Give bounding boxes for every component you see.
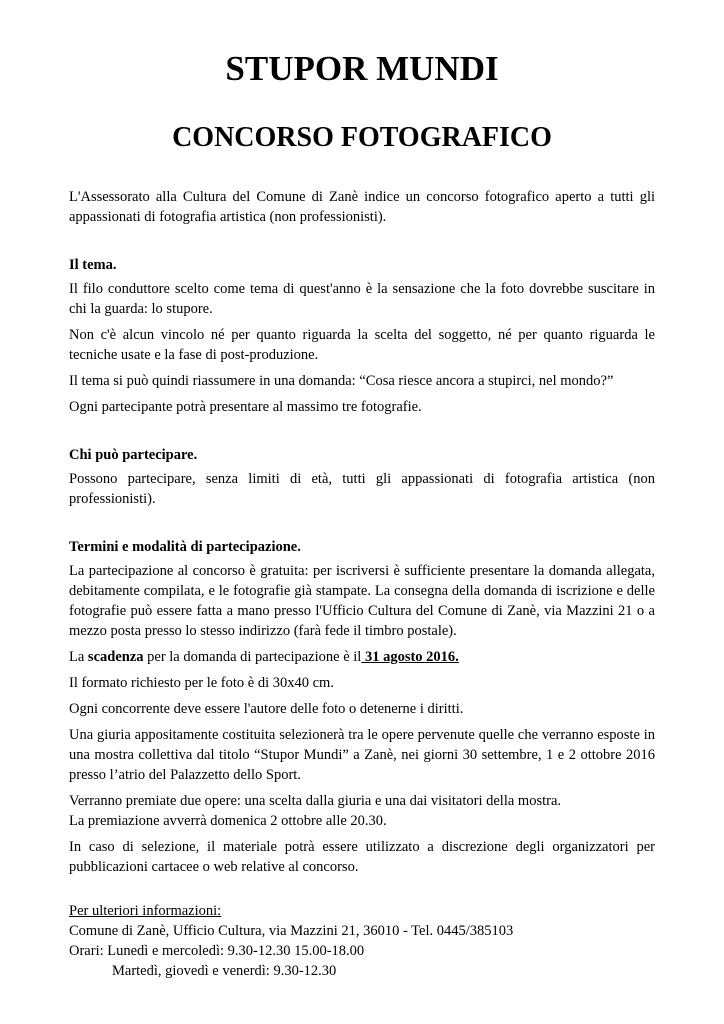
info-hours-2: Martedì, giovedì e venerdì: 9.30-12.30 (112, 963, 337, 979)
document-body (69, 187, 655, 987)
deadline-mid: per la domanda di partecipazione è il (143, 649, 362, 665)
termini-paragraph-author: Ogni concorrente deve essere l'autore delle foto o detenerne i diritti. (69, 701, 464, 717)
info-heading: Per ulteriori informazioni: (69, 903, 222, 919)
tema-paragraph-3: Il tema si può quindi riassumere in una domanda: “Cosa riesce ancora a stupirci, nel mondo?” (69, 373, 614, 389)
deadline-label: scadenza (87, 649, 144, 665)
termini-paragraph-1: La partecipazione al concorso è gratuita: per iscriversi è sufficiente presentare la domanda allegata, debitamente compilata, e le fotografie già stampate. La consegna della domanda di iscrizione e delle fotografie può essere fatta a mano presso l'Ufficio Cultura del Comune di Zanè, via Mazzini 21 o a mezzo posta presso lo stesso indirizzo (farà fede il timbro postale). (69, 563, 655, 639)
document-title: STUPOR MUNDI (225, 49, 499, 88)
spacer (69, 515, 655, 537)
spacer (69, 423, 655, 445)
deadline-date: 31 agosto 2016. (361, 649, 459, 665)
chi-paragraph-1: Possono partecipare, senza limiti di età, tutti gli appassionati di fotografia artistica (non professionisti). (69, 471, 655, 507)
tema-paragraph-2: Non c'è alcun vincolo né per quanto riguarda la scelta del soggetto, né per quanto riguarda le tecniche usate e la fase di post-produzione. (69, 327, 655, 363)
termini-paragraph-prizes (69, 791, 655, 831)
intro-paragraph: L'Assessorato alla Cultura del Comune di Zanè indice un concorso fotografico aperto a tutti gli appassionati di fotografia artistica (non professionisti). (69, 189, 655, 225)
info-block (69, 901, 655, 981)
section-heading-chi: Chi può partecipare. (69, 447, 198, 463)
section-heading-termini: Termini e modalità di partecipazione. (69, 539, 301, 555)
tema-paragraph-1: Il filo conduttore scelto come tema di quest'anno è la sensazione che la foto dovrebbe suscitare in chi la guarda: lo stupore. (69, 281, 655, 317)
document-subtitle: CONCORSO FOTOGRAFICO (172, 122, 552, 153)
tema-paragraph-4: Ogni partecipante potrà presentare al massimo tre fotografie. (69, 399, 422, 415)
spacer (69, 233, 655, 255)
deadline-paragraph (69, 647, 655, 667)
prizes-line: Verranno premiate due opere: una scelta dalla giuria e una dai visitatori della mostra. (69, 793, 562, 809)
termini-paragraph-usage: In caso di selezione, il materiale potrà essere utilizzato a discrezione degli organizzatori per pubblicazioni cartacee o web relative al concorso. (69, 839, 655, 875)
award-ceremony-line: La premiazione avverrà domenica 2 ottobre alle 20.30. (69, 813, 387, 829)
section-heading-tema: Il tema. (69, 257, 117, 273)
info-hours-1: Orari: Lunedì e mercoledì: 9.30-12.30 15.00-18.00 (69, 943, 365, 959)
deadline-pre: La (69, 649, 88, 665)
termini-paragraph-format: Il formato richiesto per le foto è di 30x40 cm. (69, 675, 334, 691)
termini-paragraph-jury: Una giuria appositamente costituita selezionerà tra le opere pervenute quelle che verranno esposte in una mostra collettiva dal titolo “Stupor Mundi” a Zanè, nei giorni 30 settembre, 1 e 2 ottobre 2016 presso l’atrio del Palazzetto dello Sport. (69, 727, 655, 783)
info-address: Comune di Zanè, Ufficio Cultura, via Mazzini 21, 36010 - Tel. 0445/385103 (69, 923, 514, 939)
